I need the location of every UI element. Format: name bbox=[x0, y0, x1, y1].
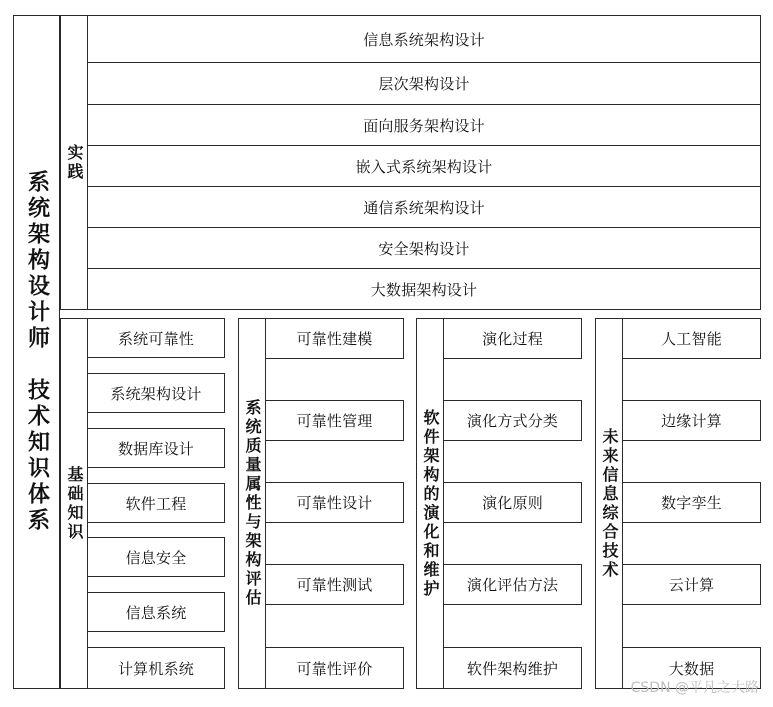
future-item: 大数据 bbox=[622, 647, 761, 689]
main-title-line1: 系统架构设计师 bbox=[24, 170, 50, 352]
practice-item: 安全架构设计 bbox=[87, 227, 761, 269]
future-item: 边缘计算 bbox=[622, 400, 761, 441]
main-title bbox=[13, 15, 60, 689]
basics-item: 信息系统 bbox=[87, 592, 225, 632]
practice-item: 层次架构设计 bbox=[87, 62, 761, 105]
future-item: 数字孪生 bbox=[622, 482, 761, 523]
basics-item: 信息安全 bbox=[87, 537, 225, 577]
quality-item: 可靠性设计 bbox=[265, 482, 404, 523]
quality-item: 可靠性管理 bbox=[265, 400, 404, 441]
evolution-item: 演化过程 bbox=[443, 318, 582, 359]
basics-label: 基础知识 bbox=[60, 318, 88, 689]
basics-item: 系统可靠性 bbox=[87, 318, 225, 358]
future-item: 人工智能 bbox=[622, 318, 761, 359]
basics-item: 系统架构设计 bbox=[87, 373, 225, 413]
practice-item: 通信系统架构设计 bbox=[87, 186, 761, 228]
quality-item: 可靠性评价 bbox=[265, 647, 404, 689]
future-item: 云计算 bbox=[622, 564, 761, 605]
evolution-item: 演化原则 bbox=[443, 482, 582, 523]
quality-label: 系统质量属性与架构评估 bbox=[238, 318, 266, 689]
evolution-item: 软件架构维护 bbox=[443, 647, 582, 689]
quality-item: 可靠性测试 bbox=[265, 564, 404, 605]
practice-label: 实践 bbox=[60, 15, 88, 310]
practice-item: 面向服务架构设计 bbox=[87, 104, 761, 146]
evolution-item: 演化方式分类 bbox=[443, 400, 582, 441]
watermark: CSDN @平凡之大路 bbox=[630, 680, 759, 696]
practice-item: 大数据架构设计 bbox=[87, 268, 761, 310]
evolution-item: 演化评估方法 bbox=[443, 564, 582, 605]
practice-item: 信息系统架构设计 bbox=[87, 15, 761, 63]
practice-item: 嵌入式系统架构设计 bbox=[87, 145, 761, 187]
main-title-line2: 技术知识体系 bbox=[24, 378, 50, 534]
evolution-label: 软件架构的演化和维护 bbox=[416, 318, 444, 689]
quality-item: 可靠性建模 bbox=[265, 318, 404, 359]
basics-item: 软件工程 bbox=[87, 483, 225, 523]
basics-item: 数据库设计 bbox=[87, 428, 225, 468]
basics-item: 计算机系统 bbox=[87, 647, 225, 689]
future-label: 未来信息综合技术 bbox=[595, 318, 623, 689]
